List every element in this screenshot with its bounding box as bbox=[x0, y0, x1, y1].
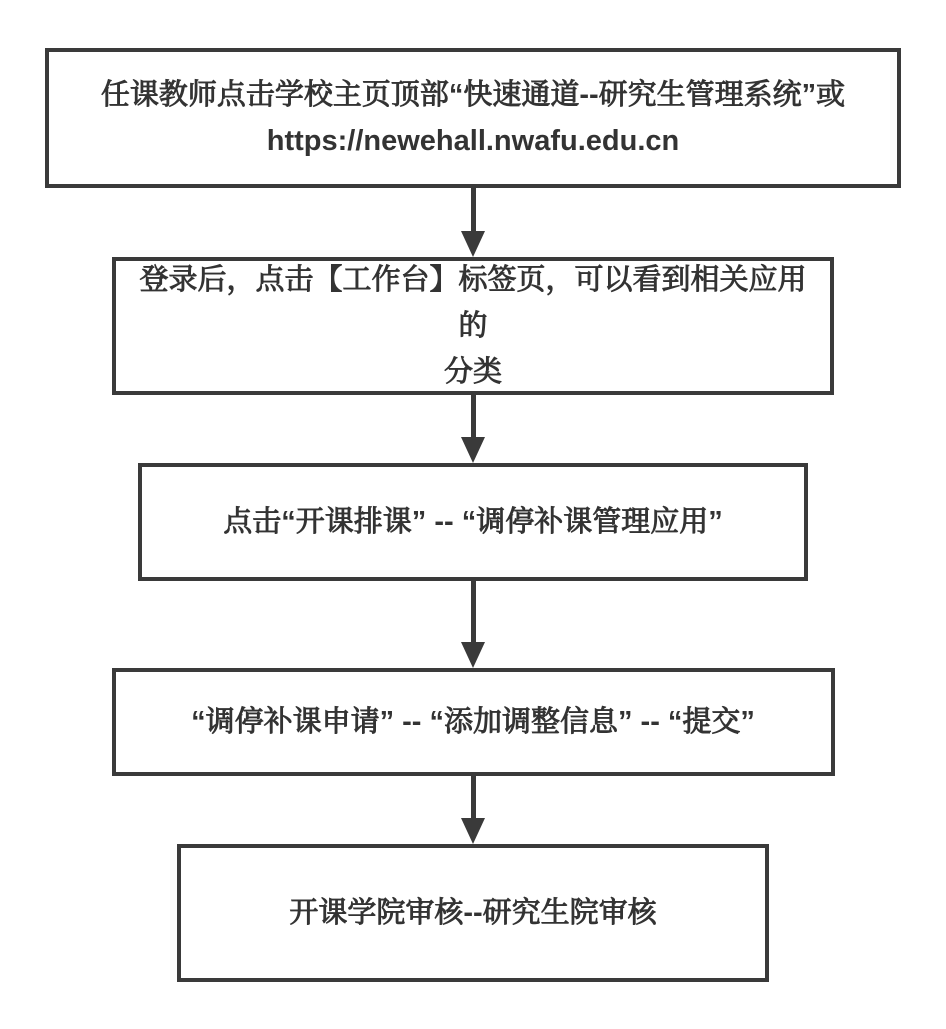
down-arrow-3 bbox=[461, 581, 485, 668]
arrow-head-icon bbox=[461, 437, 485, 463]
down-arrow-2 bbox=[461, 395, 485, 463]
arrow-shaft bbox=[471, 581, 476, 642]
arrow-shaft bbox=[471, 188, 476, 231]
step-3-text: 点击“开课排课” -- “调停补课管理应用” bbox=[223, 506, 723, 538]
step-box-3 bbox=[138, 463, 808, 581]
step-2-text: 登录后，点击【工作台】标签页，可以看到相关应用的 bbox=[139, 264, 807, 342]
down-arrow-1 bbox=[461, 188, 485, 257]
arrow-shaft bbox=[471, 776, 476, 818]
down-arrow-4 bbox=[461, 776, 485, 844]
step-box-1 bbox=[45, 48, 901, 188]
arrow-shaft bbox=[471, 395, 476, 437]
step-box-2 bbox=[112, 257, 834, 395]
step-1-text: 任课教师点击学校主页顶部“快速通道--研究生管理系统”或 bbox=[100, 79, 846, 111]
step-box-4 bbox=[112, 668, 835, 776]
step-4-text: “调停补课申请” -- “添加调整信息” -- “提交” bbox=[191, 706, 755, 738]
step-1-url-text: https://newehall.nwafu.edu.cn bbox=[266, 125, 680, 157]
step-5-text: 开课学院审核--研究生院审核 bbox=[289, 897, 657, 929]
arrow-head-icon bbox=[461, 642, 485, 668]
step-box-5 bbox=[177, 844, 769, 982]
arrow-head-icon bbox=[461, 231, 485, 257]
step-2-text-wrap: 分类 bbox=[443, 356, 502, 388]
arrow-head-icon bbox=[461, 818, 485, 844]
